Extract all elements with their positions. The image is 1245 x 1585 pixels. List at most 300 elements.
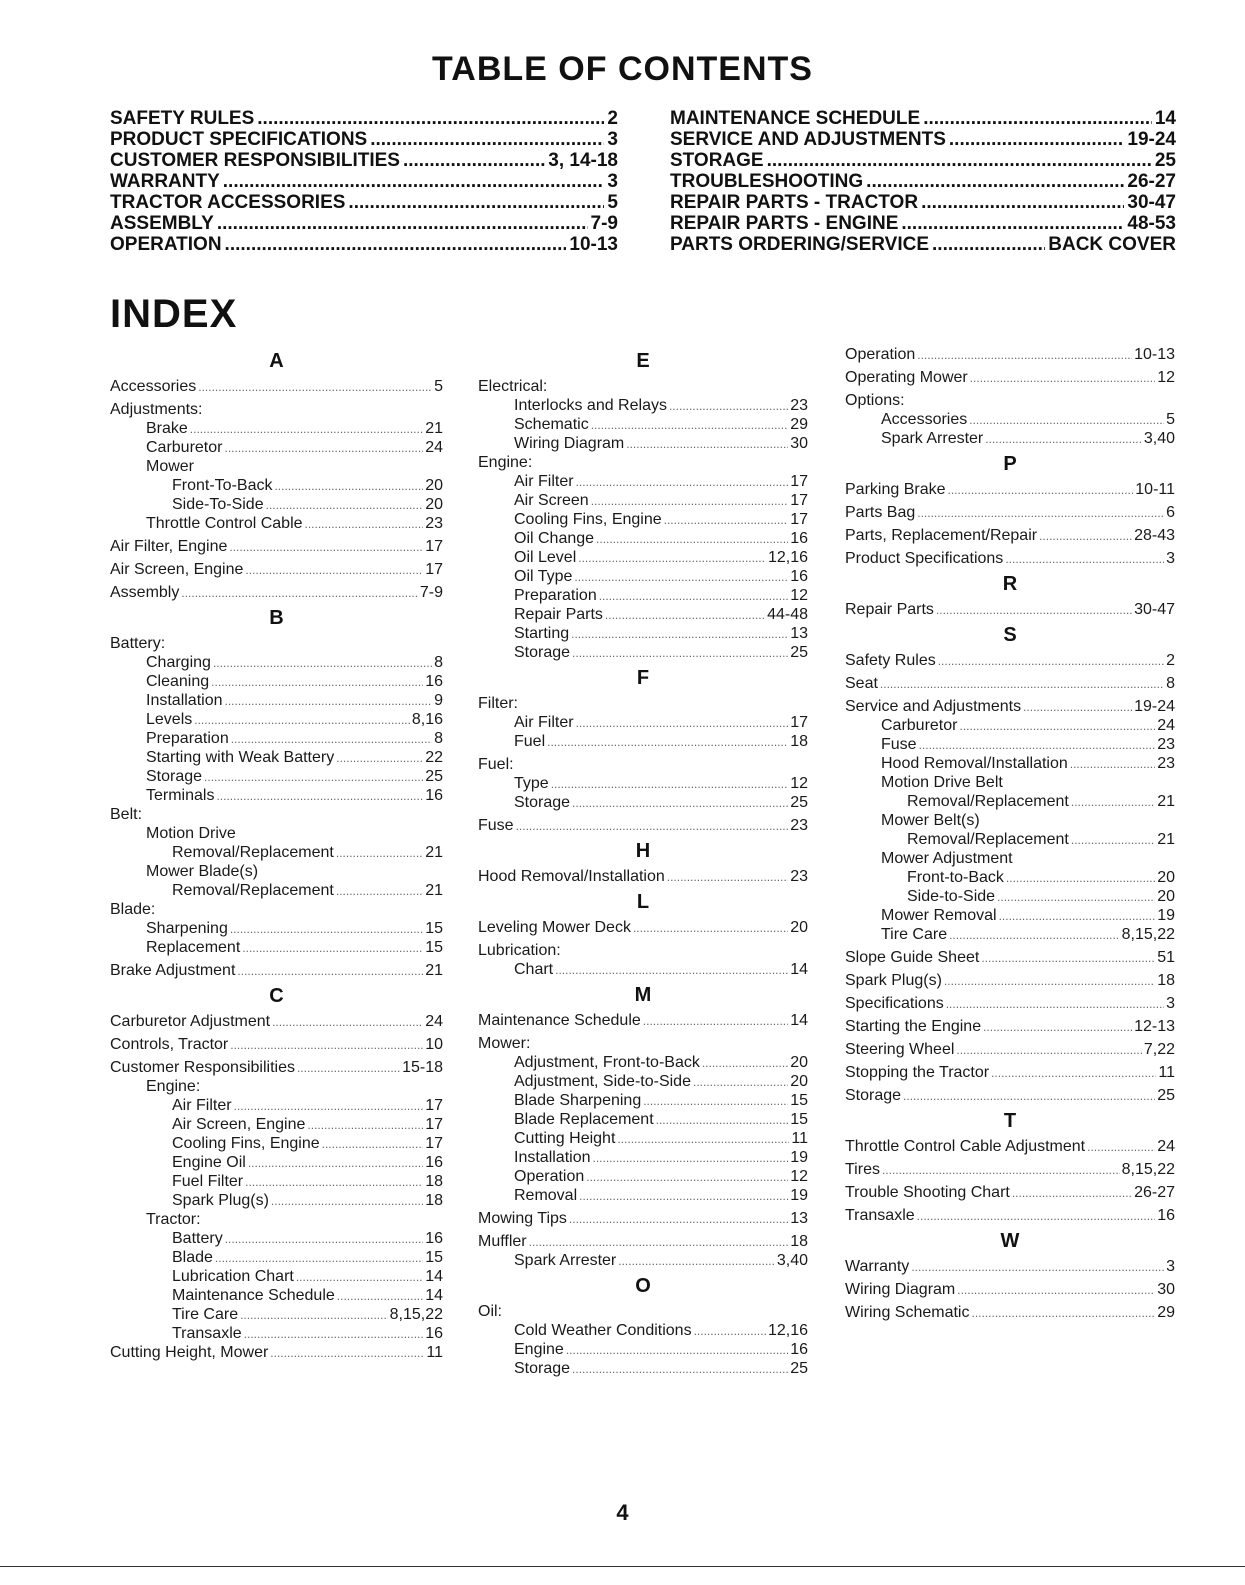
index-entry-label: Oil: xyxy=(478,1303,502,1320)
index-entry xyxy=(845,503,1175,522)
index-entry xyxy=(845,1040,1175,1059)
index-entry-label: Charging xyxy=(146,654,211,671)
toc-entry-label: ASSEMBLY xyxy=(110,213,214,234)
index-entry xyxy=(845,773,1175,792)
toc-entry[interactable] xyxy=(110,150,618,171)
dot-leader xyxy=(242,939,423,958)
index-letter-heading: W xyxy=(1000,1230,1020,1252)
index-entry xyxy=(110,862,443,881)
index-entry xyxy=(845,1086,1175,1105)
dot-leader xyxy=(274,477,423,496)
index-entry xyxy=(845,735,1175,754)
toc-entry-page: 2 xyxy=(607,108,618,129)
index-entry-label: Mower xyxy=(146,458,195,475)
index-entry-page: 8,15,22 xyxy=(1121,926,1175,943)
index-entry xyxy=(110,1172,443,1191)
index-entry xyxy=(110,1035,443,1054)
dot-leader xyxy=(605,606,765,625)
index-entry-page: 16 xyxy=(790,530,808,547)
index-entry-page: 15 xyxy=(425,939,443,956)
index-entry-page: 8 xyxy=(434,654,443,671)
index-entry xyxy=(110,1286,443,1305)
toc-left-column xyxy=(110,108,618,255)
dot-leader xyxy=(266,496,424,515)
index-entry-page: 17 xyxy=(425,1116,443,1133)
index-entry xyxy=(478,1186,808,1205)
dot-leader xyxy=(643,1012,788,1031)
index-entry xyxy=(478,377,808,396)
index-entry-page: 21 xyxy=(1157,793,1175,810)
index-entry-label: Engine Oil xyxy=(172,1154,246,1171)
index-entry-page: 30-47 xyxy=(1134,601,1175,618)
index-entry-label: Safety Rules xyxy=(845,652,936,669)
index-entry xyxy=(110,1267,443,1286)
dot-leader xyxy=(248,1154,423,1173)
index-entry xyxy=(478,867,808,886)
index-entry-page: 23 xyxy=(790,868,808,885)
index-entry-page: 18 xyxy=(425,1192,443,1209)
index-entry xyxy=(478,1011,808,1030)
index-entry-page: 24 xyxy=(425,439,443,456)
index-entry xyxy=(478,453,808,472)
index-entry xyxy=(478,1167,808,1186)
index-entry xyxy=(110,438,443,457)
toc-entry[interactable] xyxy=(110,171,618,192)
dot-leader xyxy=(225,692,433,711)
toc-entry-label: TROUBLESHOOTING xyxy=(670,171,864,192)
index-letter-heading: T xyxy=(1003,1110,1017,1132)
index-entry xyxy=(110,560,443,579)
index-entry-label: Spark Arrester xyxy=(881,430,984,447)
index-entry-label: Removal/Replacement xyxy=(172,882,334,899)
dot-leader xyxy=(667,868,788,887)
index-entry-label: Air Filter xyxy=(172,1097,232,1114)
index-entry xyxy=(478,1091,808,1110)
index-entry xyxy=(478,918,808,937)
index-entry-page: 11 xyxy=(426,1344,443,1361)
index-entry-label: Maintenance Schedule xyxy=(172,1287,335,1304)
dot-leader xyxy=(237,962,423,981)
dot-leader xyxy=(336,844,423,863)
index-entry-page: 22 xyxy=(425,749,443,766)
dot-leader xyxy=(591,492,789,511)
index-entry-page: 24 xyxy=(425,1013,443,1030)
toc-entry-page: 25 xyxy=(1154,150,1176,171)
dot-leader xyxy=(626,435,788,454)
index-entry-page: 15 xyxy=(790,1111,808,1128)
dot-leader xyxy=(1070,755,1155,774)
index-entry-label: Throttle Control Cable Adjustment xyxy=(845,1138,1086,1155)
index-entry xyxy=(845,925,1175,944)
dot-leader xyxy=(1087,1138,1155,1157)
dot-leader xyxy=(599,587,788,606)
index-entry-label: Adjustments: xyxy=(110,401,203,418)
dot-leader xyxy=(297,1059,400,1078)
index-entry-label: Cooling Fins, Engine xyxy=(172,1135,320,1152)
index-entry xyxy=(110,476,443,495)
index-entry xyxy=(478,774,808,793)
index-entry-label: Air Screen, Engine xyxy=(172,1116,306,1133)
index-entry xyxy=(478,1359,808,1378)
dot-leader xyxy=(216,787,423,806)
dot-leader xyxy=(579,1187,788,1206)
index-entry-label: Cutting Height, Mower xyxy=(110,1344,269,1361)
index-entry-page: 16 xyxy=(790,568,808,585)
toc-entry-label: REPAIR PARTS - ENGINE xyxy=(670,213,899,234)
index-entry-page: 20 xyxy=(1157,888,1175,905)
index-entry-label: Blade xyxy=(172,1249,213,1266)
toc-entry[interactable] xyxy=(110,213,618,234)
toc-entry-label: PARTS ORDERING/SERVICE xyxy=(670,234,930,255)
index-entry-page: 30 xyxy=(1157,1281,1175,1298)
index-entry-page: 23 xyxy=(790,817,808,834)
dot-leader xyxy=(938,652,1164,671)
index-entry-page: 5 xyxy=(1166,411,1175,428)
index-entry-label: Repair Parts xyxy=(514,606,603,623)
dot-leader xyxy=(336,882,423,901)
index-entry-page: 17 xyxy=(790,511,808,528)
index-entry xyxy=(478,1053,808,1072)
dot-leader xyxy=(981,949,1155,968)
index-entry xyxy=(110,537,443,556)
index-entry-page: 20 xyxy=(790,919,808,936)
toc-entry-page: 14 xyxy=(1154,108,1176,129)
index-entry-page: 12 xyxy=(790,587,808,604)
dot-leader xyxy=(586,1168,788,1187)
index-entry-page: 17 xyxy=(425,538,443,555)
index-entry-page: 10-13 xyxy=(1134,346,1175,363)
dot-leader xyxy=(917,346,1132,365)
index-entry xyxy=(478,1302,808,1321)
index-entry-page: 19-24 xyxy=(1134,698,1175,715)
toc-entry[interactable] xyxy=(670,192,1176,213)
index-entry-label: Storage xyxy=(146,768,203,785)
dot-leader xyxy=(225,1230,424,1249)
index-entry-label: Belt: xyxy=(110,806,143,823)
index-entry-label: Steering Wheel xyxy=(845,1041,955,1058)
index-entry xyxy=(845,526,1175,545)
index-entry xyxy=(845,549,1175,568)
index-entry xyxy=(845,1160,1175,1179)
dot-leader xyxy=(572,1360,788,1379)
index-entry xyxy=(478,567,808,586)
toc-entry[interactable] xyxy=(670,171,1176,192)
index-entry-label: Fuel xyxy=(514,733,546,750)
index-entry-label: Replacement xyxy=(146,939,241,956)
dot-leader xyxy=(230,920,423,939)
index-entry xyxy=(110,1096,443,1115)
dot-leader xyxy=(225,234,567,255)
dot-leader xyxy=(244,1325,424,1344)
dot-leader xyxy=(1023,698,1132,717)
index-entry-page: 12 xyxy=(1157,369,1175,386)
index-entry-label: Repair Parts xyxy=(845,601,934,618)
dot-leader xyxy=(882,1161,1120,1180)
index-entry-label: Parking Brake xyxy=(845,481,946,498)
dot-leader xyxy=(923,108,1152,129)
index-entry-label: Oil Type xyxy=(514,568,573,585)
index-entry-label: Wiring Diagram xyxy=(514,435,625,452)
index-entry xyxy=(110,919,443,938)
index-entry-label: Oil Change xyxy=(514,530,595,547)
index-entry xyxy=(110,653,443,672)
index-entry xyxy=(110,1134,443,1153)
index-entry-label: Parts Bag xyxy=(845,504,916,521)
index-entry-label: Spark Plug(s) xyxy=(172,1192,269,1209)
index-entry-page: 3,40 xyxy=(1143,430,1175,447)
dot-leader xyxy=(921,192,1124,213)
index-entry-page: 44-48 xyxy=(767,606,808,623)
index-entry xyxy=(845,410,1175,429)
index-entry xyxy=(845,906,1175,925)
index-entry-label: Wiring Diagram xyxy=(845,1281,956,1298)
toc-entry[interactable] xyxy=(670,150,1176,171)
index-letter-heading: M xyxy=(634,984,652,1006)
index-entry xyxy=(845,480,1175,499)
toc-entry[interactable] xyxy=(670,108,1176,129)
dot-leader xyxy=(272,1013,423,1032)
index-entry xyxy=(845,429,1175,448)
index-entry xyxy=(110,1191,443,1210)
index-entry-label: Front-to-Back xyxy=(907,869,1004,886)
dot-leader xyxy=(211,673,423,692)
index-entry-label: Spark Plug(s) xyxy=(845,972,942,989)
dot-leader xyxy=(348,192,604,213)
index-entry-label: Operating Mower xyxy=(845,369,968,386)
index-entry xyxy=(110,843,443,862)
dot-leader xyxy=(257,108,604,129)
index-entry-page: 25 xyxy=(1157,1087,1175,1104)
dot-leader xyxy=(664,511,789,530)
toc-entry-page: 3 xyxy=(607,129,618,150)
toc-entry[interactable] xyxy=(110,108,618,129)
index-entry xyxy=(478,816,808,835)
index-entry-label: Trouble Shooting Chart xyxy=(845,1184,1010,1201)
index-entry-page: 14 xyxy=(425,1287,443,1304)
index-entry-label: Mowing Tips xyxy=(478,1210,567,1227)
dot-leader xyxy=(944,972,1155,991)
index-entry xyxy=(478,793,808,812)
index-entry-label: Removal/Replacement xyxy=(907,831,1069,848)
index-letter-heading: P xyxy=(1003,453,1017,475)
index-entry xyxy=(110,748,443,767)
dot-leader xyxy=(702,1054,788,1073)
index-entry xyxy=(478,713,808,732)
index-entry-label: Throttle Control Cable xyxy=(146,515,303,532)
index-entry xyxy=(478,1129,808,1148)
index-entry xyxy=(845,600,1175,619)
dot-leader xyxy=(245,561,423,580)
index-entry-label: Spark Arrester xyxy=(514,1252,617,1269)
dot-leader xyxy=(213,654,432,673)
toc-entry-page: BACK COVER xyxy=(1048,234,1176,255)
dot-leader xyxy=(566,1341,788,1360)
index-entry-label: Storage xyxy=(514,1360,571,1377)
dot-leader xyxy=(985,430,1142,449)
index-entry xyxy=(110,786,443,805)
dot-leader xyxy=(271,1192,423,1211)
index-entry xyxy=(845,868,1175,887)
index-entry-page: 9 xyxy=(434,692,443,709)
index-entry xyxy=(845,1280,1175,1299)
index-entry xyxy=(110,1248,443,1267)
dot-leader xyxy=(551,775,789,794)
index-column-1 xyxy=(110,345,443,1362)
index-entry-page: 15 xyxy=(790,1092,808,1109)
toc-entry-page: 30-47 xyxy=(1127,192,1176,213)
index-entry-label: Preparation xyxy=(146,730,229,747)
index-entry xyxy=(110,400,443,419)
toc-entry-label: WARRANTY xyxy=(110,171,220,192)
index-entry xyxy=(478,1209,808,1228)
index-entry-page: 25 xyxy=(790,794,808,811)
dot-leader xyxy=(230,1036,423,1055)
dot-leader xyxy=(693,1073,788,1092)
index-entry-page: 15-18 xyxy=(402,1059,443,1076)
index-letter-heading: R xyxy=(1002,573,1018,595)
index-entry xyxy=(478,643,808,662)
index-entry-label: Controls, Tractor xyxy=(110,1036,229,1053)
index-entry-label: Starting xyxy=(514,625,570,642)
dot-leader xyxy=(946,995,1164,1014)
dot-leader xyxy=(576,714,789,733)
index-letter-heading: O xyxy=(635,1275,651,1297)
index-entry-label: Seat xyxy=(845,675,878,692)
index-entry-page: 17 xyxy=(425,1135,443,1152)
dot-leader xyxy=(917,1207,1156,1226)
dot-leader xyxy=(999,907,1156,926)
index-entry-label: Parts, Replacement/Repair xyxy=(845,527,1038,544)
index-entry-label: Levels xyxy=(146,711,193,728)
index-entry-page: 7-9 xyxy=(419,584,443,601)
index-entry-label: Cleaning xyxy=(146,673,210,690)
dot-leader xyxy=(983,1018,1132,1037)
toc-entry[interactable] xyxy=(670,213,1176,234)
dot-leader xyxy=(956,1041,1141,1060)
dot-leader xyxy=(1005,550,1164,569)
toc-right-column xyxy=(670,108,1176,255)
index-entry-label: Leveling Mower Deck xyxy=(478,919,631,936)
index-entry xyxy=(478,1340,808,1359)
index-entry-label: Schematic xyxy=(514,416,589,433)
index-entry-label: Starting the Engine xyxy=(845,1018,982,1035)
index-entry-label: Wiring Schematic xyxy=(845,1304,970,1321)
index-entry-label: Front-To-Back xyxy=(172,477,273,494)
dot-leader xyxy=(337,1287,423,1306)
index-entry-label: Cold Weather Conditions xyxy=(514,1322,692,1339)
toc-entry-page: 48-53 xyxy=(1127,213,1176,234)
index-entry-label: Mower Adjustment xyxy=(881,850,1013,867)
toc-entry-label: TRACTOR ACCESSORIES xyxy=(110,192,346,213)
dot-leader xyxy=(969,411,1164,430)
index-entry-page: 19 xyxy=(790,1187,808,1204)
index-entry-page: 23 xyxy=(790,397,808,414)
index-column-2 xyxy=(478,345,808,1378)
index-title: INDEX xyxy=(110,292,238,336)
index-entry-label: Engine xyxy=(514,1341,564,1358)
index-entry-label: Air Screen, Engine xyxy=(110,561,244,578)
index-entry-page: 8,15,22 xyxy=(1121,1161,1175,1178)
index-entry xyxy=(110,1058,443,1077)
index-entry xyxy=(110,729,443,748)
index-column-3 xyxy=(845,345,1175,1322)
index-entry xyxy=(478,586,808,605)
index-entry-label: Fuse xyxy=(478,817,514,834)
index-entry-page: 10 xyxy=(425,1036,443,1053)
dot-leader xyxy=(919,736,1156,755)
index-entry xyxy=(478,434,808,453)
dot-leader xyxy=(936,601,1132,620)
index-entry-label: Brake Adjustment xyxy=(110,962,236,979)
dot-leader xyxy=(971,1304,1155,1323)
dot-leader xyxy=(217,213,588,234)
dot-leader xyxy=(1006,869,1155,888)
index-entry xyxy=(845,1257,1175,1276)
dot-leader xyxy=(970,369,1155,388)
index-entry xyxy=(845,716,1175,735)
index-entry xyxy=(845,674,1175,693)
index-entry-label: Removal/Replacement xyxy=(172,844,334,861)
index-entry xyxy=(845,811,1175,830)
index-entry xyxy=(478,1321,808,1340)
index-entry-label: Cooling Fins, Engine xyxy=(514,511,662,528)
toc-entry[interactable] xyxy=(670,129,1176,150)
index-entry-page: 14 xyxy=(790,1012,808,1029)
index-entry-label: Electrical: xyxy=(478,378,548,395)
index-entry-label: Type xyxy=(514,775,549,792)
toc-entry[interactable] xyxy=(110,192,618,213)
index-entry-label: Fuse xyxy=(881,736,917,753)
index-entry xyxy=(478,1232,808,1251)
toc-entry-label: PRODUCT SPECIFICATIONS xyxy=(110,129,368,150)
dot-leader xyxy=(948,481,1134,500)
index-entry-page: 12-13 xyxy=(1134,1018,1175,1035)
dot-leader xyxy=(336,749,423,768)
index-entry-label: Product Specifications xyxy=(845,550,1004,567)
index-entry-label: Specifications xyxy=(845,995,944,1012)
index-entry xyxy=(845,948,1175,967)
index-entry-page: 8 xyxy=(434,730,443,747)
toc-entry-page: 3, 14-18 xyxy=(548,150,618,171)
index-letter-heading: B xyxy=(269,607,284,629)
index-entry-label: Mower Removal xyxy=(881,907,997,924)
index-entry-page: 20 xyxy=(1157,869,1175,886)
index-entry-page: 3 xyxy=(1166,550,1175,567)
dot-leader xyxy=(767,150,1152,171)
index-entry-label: Muffler xyxy=(478,1233,527,1250)
index-entry-page: 17 xyxy=(790,714,808,731)
index-entry-label: Motion Drive xyxy=(146,825,236,842)
index-entry-page: 24 xyxy=(1157,717,1175,734)
index-entry-page: 23 xyxy=(1157,736,1175,753)
index-entry xyxy=(478,529,808,548)
toc-entry[interactable] xyxy=(110,234,618,255)
index-entry-page: 51 xyxy=(1157,949,1175,966)
index-entry xyxy=(478,694,808,713)
dot-leader xyxy=(593,1149,789,1168)
index-entry-label: Lubrication: xyxy=(478,942,561,959)
index-entry-page: 16 xyxy=(425,1230,443,1247)
index-entry xyxy=(845,1206,1175,1225)
toc-entry-label: MAINTENANCE SCHEDULE xyxy=(670,108,921,129)
dot-leader xyxy=(572,644,788,663)
toc-entry[interactable] xyxy=(670,234,1176,255)
index-entry-label: Cutting Height xyxy=(514,1130,616,1147)
index-entry-label: Blade Sharpening xyxy=(514,1092,642,1109)
index-entry xyxy=(845,849,1175,868)
toc-entry[interactable] xyxy=(110,129,618,150)
page-number: 4 xyxy=(616,1500,629,1525)
